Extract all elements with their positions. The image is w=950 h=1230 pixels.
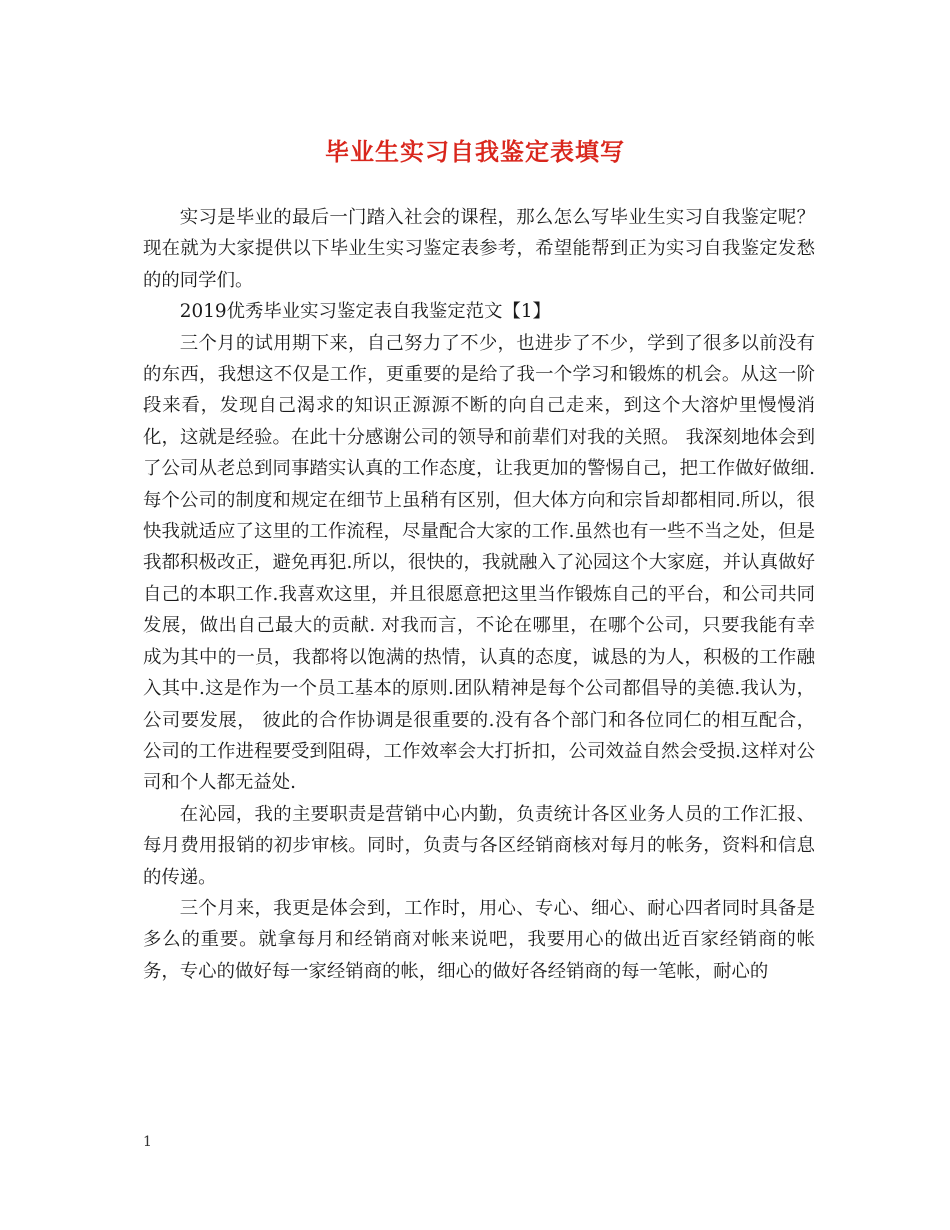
paragraph-duties: 在沁园，我的主要职责是营销中心内勤，负责统计各区业务人员的工作汇报、每月费用报销的初步审核。同时，负责与各区经销商核对每月的帐务，资料和信息的传递。 xyxy=(143,803,815,888)
paragraph-reflection: 三个月来，我更是体会到，工作时，用心、专心、细心、耐心四者同时具备是多么的重要。就拿每月和经销商对帐来说吧，我要用心的做出近百家经销商的帐务，专心的做好每一家经销商的帐，细心的做好各经销商的每一笔帐，耐心的 xyxy=(143,897,815,982)
document-title: 毕业生实习自我鉴定表填写 xyxy=(325,137,625,166)
page-number: 1 xyxy=(143,1134,152,1150)
paragraph-intro: 实习是毕业的最后一门踏入社会的课程，那么怎么写毕业生实习自我鉴定呢？现在就为大家提供以下毕业生实习鉴定表参考，希望能帮到正为实习自我鉴定发愁的的同学们。 xyxy=(143,207,815,291)
paragraph-section-heading: 2019优秀毕业实习鉴定表自我鉴定范文【1】 xyxy=(179,301,551,323)
paragraph-probation: 三个月的试用期下来，自己努力了不少，也进步了不少，学到了很多以前没有的东西，我想这不仅是工作，更重要的是给了我一个学习和锻炼的机会。从这一阶段来看，发现自己渴求的知识正源源不断的向自己走来，到这个大溶炉里慢慢消化，这就是经验。在此十分感谢公司的领导和前辈们对我的关照。 我深刻地体会到了公司从老总到同事踏实认真的工作态度，让我更加的警惕自己，把工作做好做细.每个公司的制度和规定在细节上虽稍有区别，但大体方向和宗旨却都相同.所以，很快我就适应了这里的工作流程，尽量配合大家的工作.虽然也有一些不当之处，但是我都积极改正，避免再犯.所以，很快的，我就融入了沁园这个大家庭，并认真做好自己的本职工作.我喜欢这里，并且很愿意把这里当作锻炼自己的平台，和公司共同发展，做出自己最大的贡献. 对我而言，不论在哪里，在哪个公司，只要我能有幸成为其中的一员，我都将以饱满的热情，认真的态度，诚恳的为人，积极的工作融入其中.这是作为一个员工基本的原则.团队精神是每个公司都倡导的美德.我认为，公司要发展， 彼此的合作协调是很重要的.没有各个部门和各位同仁的相互配合，公司的工作进程要受到阻碍，工作效率会大打折扣，公司效益自然会受损.这样对公司和个人都无益处. xyxy=(143,332,815,794)
document-body xyxy=(143,202,815,987)
